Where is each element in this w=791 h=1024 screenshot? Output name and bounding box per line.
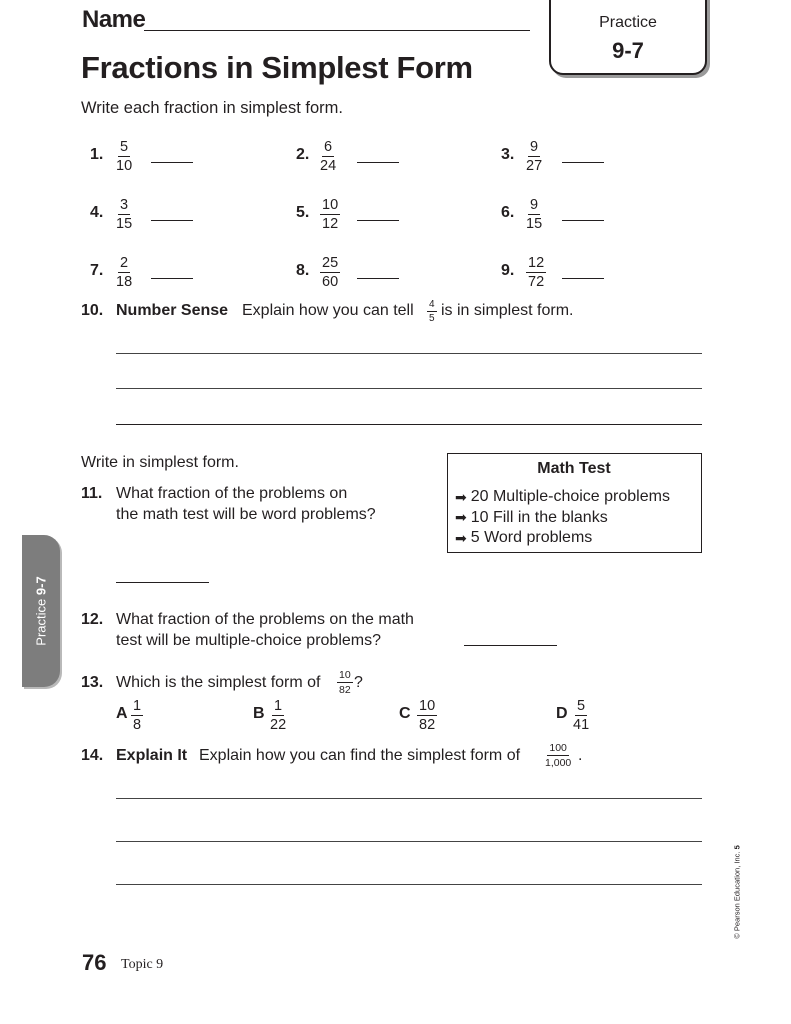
math-test-title: Math Test — [537, 460, 611, 477]
choice-b-letter[interactable]: B — [253, 705, 265, 722]
choice-a-letter[interactable]: A — [116, 705, 128, 722]
topic-label: Topic 9 — [121, 957, 164, 972]
problem-label: 2. — [296, 146, 310, 163]
problem-label: 9. — [501, 262, 515, 279]
practice-label: Practice — [599, 14, 657, 31]
name-line[interactable] — [144, 30, 530, 31]
problem-label: 1. — [90, 146, 104, 163]
math-test-list — [455, 487, 670, 549]
answer-blank[interactable] — [562, 278, 604, 279]
practice-number: 9-7 — [612, 38, 644, 63]
problem-label: 6. — [501, 204, 515, 221]
answer-blank[interactable] — [357, 220, 399, 221]
section-divider — [116, 424, 702, 425]
problem-label: 4. — [90, 204, 104, 221]
answer-blank[interactable] — [562, 162, 604, 163]
answer-line[interactable] — [116, 884, 702, 885]
choice-a-fraction[interactable]: $\frac{1}{8}$ — [133, 698, 142, 733]
answer-blank[interactable] — [151, 220, 193, 221]
list-item: ➡ 10 Fill in the blanks — [455, 508, 608, 526]
question-14-text: Explain how you can find the simplest form of — [199, 747, 521, 764]
practice-badge — [549, 0, 707, 75]
section2-instructions: Write in simplest form. — [81, 454, 239, 471]
question-11-line1: What fraction of the problems on — [116, 485, 348, 502]
fraction: $\frac{3}{15}$ — [116, 197, 133, 232]
copyright-notice: © Pearson Education, Inc. 5 — [732, 845, 742, 939]
fraction: $\frac{25}{60}$ — [322, 255, 339, 290]
problem-label: 7. — [90, 262, 104, 279]
question-13-label: 13. — [81, 674, 104, 691]
problem-label: 8. — [296, 262, 310, 279]
name-label: Name — [82, 6, 146, 33]
question-14-label: 14. — [81, 747, 104, 764]
answer-blank[interactable] — [357, 278, 399, 279]
answer-blank[interactable] — [464, 645, 557, 646]
question-10-text-end: is in simplest form. — [441, 302, 574, 319]
page-number: 76 — [82, 950, 107, 975]
fraction: $\frac{10}{12}$ — [322, 197, 339, 232]
answer-line[interactable] — [116, 353, 702, 354]
fraction: $\frac{4}{5}$ — [429, 299, 435, 324]
fraction: $\frac{100}{1,000}$ — [545, 742, 572, 769]
list-item: ➡ 5 Word problems — [455, 529, 593, 547]
question-11-line2: the math test will be word problems? — [116, 506, 376, 523]
question-10-text: Explain how you can tell — [242, 302, 414, 319]
answer-blank[interactable] — [562, 220, 604, 221]
question-10-label: 10. — [81, 302, 104, 319]
list-item: ➡ 20 Multiple-choice problems — [455, 488, 670, 506]
fraction: $\frac{12}{72}$ — [528, 255, 545, 290]
question-12-line1: What fraction of the problems on the math — [116, 611, 414, 628]
choice-c-fraction[interactable]: $\frac{10}{82}$ — [419, 698, 436, 733]
answer-line[interactable] — [116, 841, 702, 842]
side-tab-label: Practice 9-7 — [33, 576, 49, 646]
question-14-end: . — [578, 747, 583, 764]
choice-d-letter[interactable]: D — [556, 705, 568, 722]
question-13-end: ? — [354, 674, 363, 691]
answer-blank[interactable] — [151, 278, 193, 279]
problem-label: 3. — [501, 146, 515, 163]
arrow-icon: ➡ — [455, 488, 467, 505]
section1-instructions: Write each fraction in simplest form. — [81, 99, 343, 117]
fraction: $\frac{9}{15}$ — [526, 197, 543, 232]
arrow-icon: ➡ — [455, 509, 467, 526]
question-12-label: 12. — [81, 611, 104, 628]
question-10-bold: Number Sense — [116, 302, 229, 319]
question-12-line2: test will be multiple-choice problems? — [116, 632, 381, 649]
fraction: $\frac{5}{10}$ — [116, 139, 133, 174]
side-tab — [22, 535, 60, 687]
fraction: $\frac{2}{18}$ — [116, 255, 133, 290]
question-11-label: 11. — [81, 485, 103, 502]
answer-line[interactable] — [116, 798, 702, 799]
choice-b-fraction[interactable]: $\frac{1}{22}$ — [270, 698, 287, 733]
fraction: $\frac{10}{82}$ — [339, 669, 351, 696]
answer-line[interactable] — [116, 388, 702, 389]
answer-blank[interactable] — [151, 162, 193, 163]
fraction: $\frac{6}{24}$ — [320, 139, 337, 174]
answer-blank[interactable] — [116, 582, 209, 583]
problem-label: 5. — [296, 204, 310, 221]
fraction: $\frac{9}{27}$ — [526, 139, 543, 174]
question-14-bold: Explain It — [116, 747, 188, 764]
choice-c-letter[interactable]: C — [399, 705, 411, 722]
arrow-icon: ➡ — [455, 529, 467, 546]
answer-blank[interactable] — [357, 162, 399, 163]
choice-d-fraction[interactable]: $\frac{5}{41}$ — [573, 698, 590, 733]
page-title: Fractions in Simplest Form — [81, 50, 473, 85]
question-13-text: Which is the simplest form of — [116, 674, 321, 691]
math-test-box — [447, 453, 702, 553]
